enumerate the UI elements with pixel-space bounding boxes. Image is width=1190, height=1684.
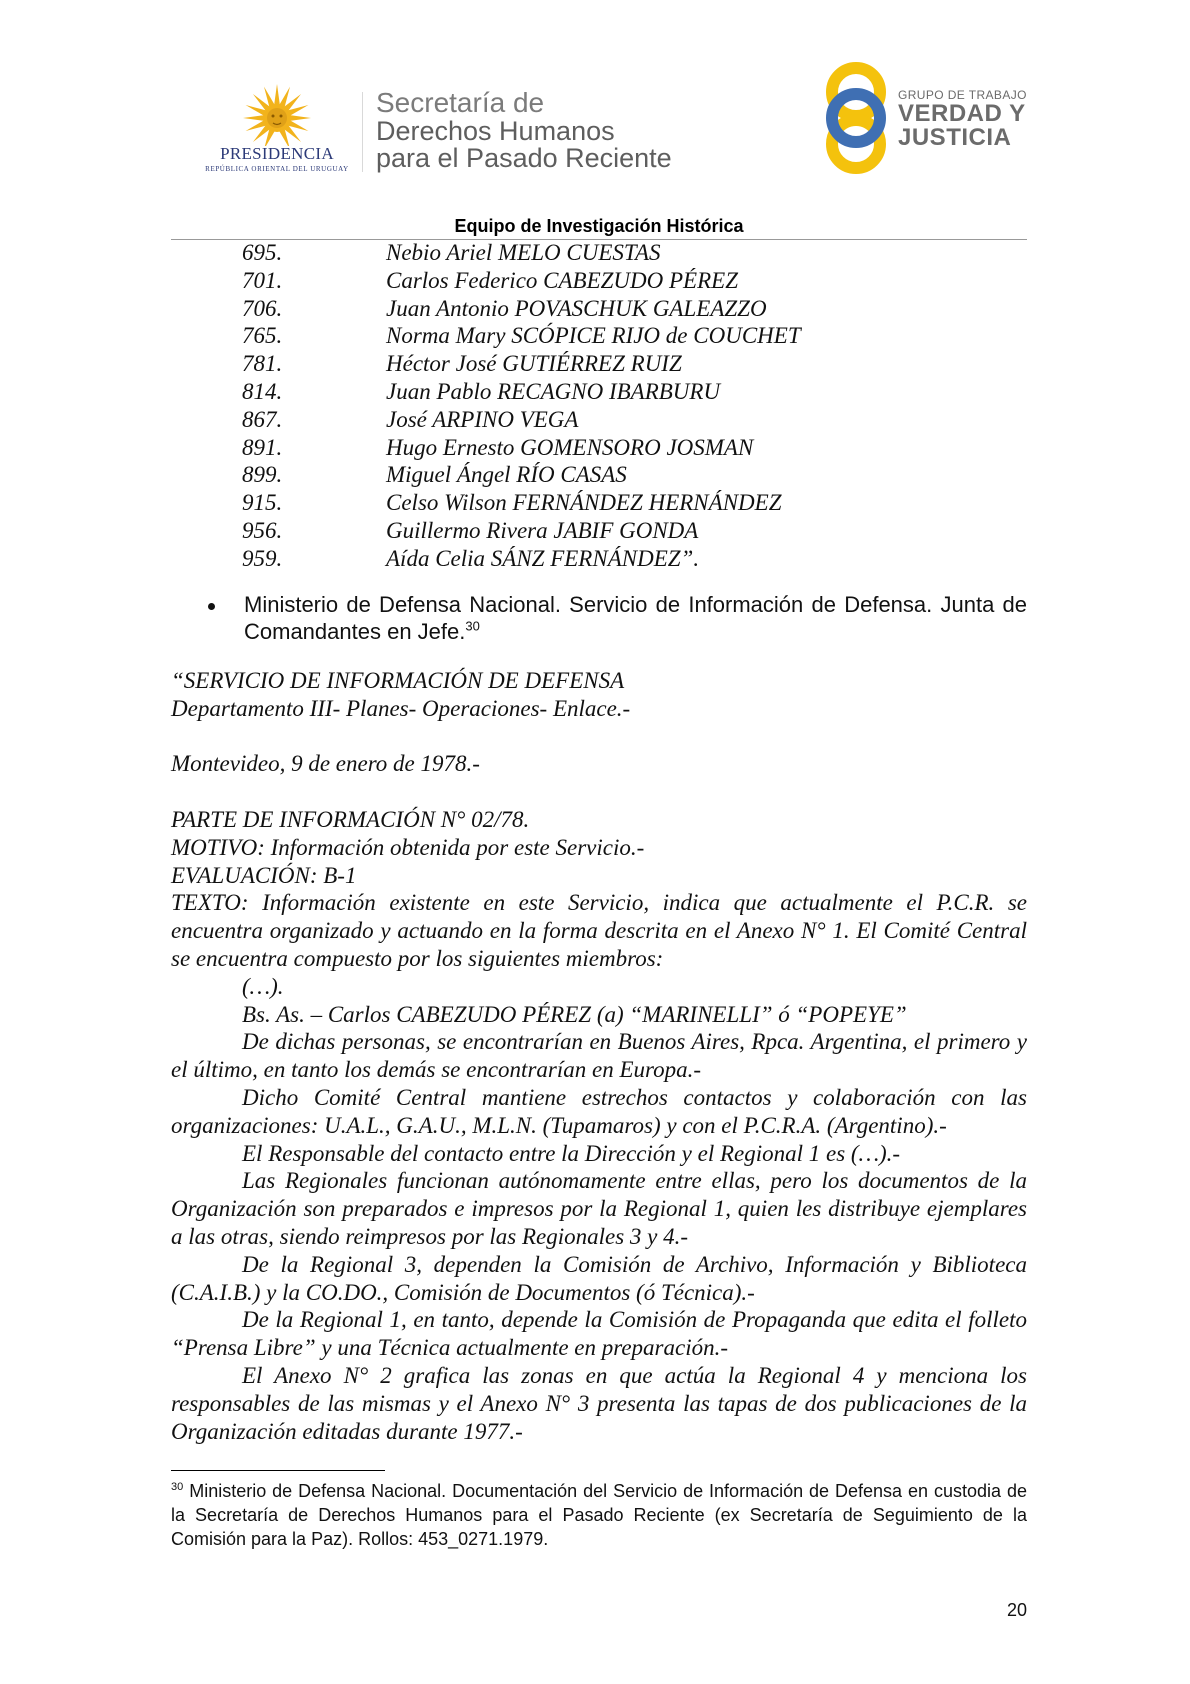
list-item-name: Héctor José GUTIÉRREZ RUIZ bbox=[386, 351, 682, 377]
team-title: Equipo de Investigación Histórica bbox=[454, 216, 744, 236]
verdad-justicia-text bbox=[898, 88, 1027, 150]
bullet-text: Ministerio de Defensa Nacional. Servicio de Información de Defensa. Junta de Comandantes en Jefe. bbox=[244, 592, 1027, 644]
footnote-text: Ministerio de Defensa Nacional. Documentación del Servicio de Información de Defensa en custodia de la Secretaría de Derechos Humanos para el Pasado Reciente (ex Secretaría de Seguimiento de la Comisión para la Paz). Rollos: 453_0271.1979. bbox=[171, 1481, 1027, 1549]
parte-line: PARTE DE INFORMACIÓN N° 02/78. bbox=[171, 806, 530, 832]
grupo-label: GRUPO DE TRABAJO bbox=[898, 88, 1027, 102]
motivo-line: MOTIVO: Información obtenida por este Servicio.- bbox=[171, 834, 645, 860]
list-item-number: 899. bbox=[242, 462, 283, 488]
presidencia-logo bbox=[196, 82, 358, 174]
list-item-number: 701. bbox=[242, 267, 283, 293]
list-item-name: Miguel Ángel RÍO CASAS bbox=[386, 462, 627, 488]
presidencia-label: PRESIDENCIA bbox=[220, 144, 334, 163]
list-item-name: Guillermo Rivera JABIF GONDA bbox=[386, 517, 699, 543]
list-item-number: 695. bbox=[242, 240, 283, 265]
page-number: 20 bbox=[1006, 1600, 1027, 1620]
list-item-number: 959. bbox=[242, 545, 283, 571]
paragraph: El Anexo N° 2 grafica las zonas en que actúa la Regional 4 y menciona los responsables de las mismas y el Anexo N° 3 presenta las tapas de dos publicaciones de la Organización editadas durante 1977.- bbox=[171, 1362, 1027, 1444]
list-item-number: 765. bbox=[242, 323, 283, 349]
list-item-number: 891. bbox=[242, 434, 283, 460]
list-item-name: Nebio Ariel MELO CUESTAS bbox=[386, 240, 661, 265]
secretaria-line-3: para el Pasado Reciente bbox=[376, 143, 672, 173]
paragraph: El Responsable del contacto entre la Dirección y el Regional 1 es (…).- bbox=[242, 1140, 901, 1166]
list-item-number: 814. bbox=[242, 378, 283, 404]
list-item-number: 915. bbox=[242, 490, 283, 516]
presidencia-subtitle: REPÚBLICA ORIENTAL DEL URUGUAY bbox=[205, 165, 349, 173]
secretaria-line-1: Secretaría de bbox=[376, 87, 545, 118]
list-item-name: Juan Antonio POVASCHUK GALEAZZO bbox=[386, 295, 767, 321]
footnote-number: 30 bbox=[171, 1481, 184, 1493]
list-item-number: 956. bbox=[242, 517, 283, 543]
document-heading: “SERVICIO DE INFORMACIÓN DE DEFENSA bbox=[171, 668, 625, 693]
footnote bbox=[171, 1479, 1027, 1551]
list-item-name: Hugo Ernesto GOMENSORO JOSMAN bbox=[386, 434, 754, 460]
bullet-source bbox=[244, 591, 1027, 645]
paragraph: De dichas personas, se encontrarían en Buenos Aires, Rpca. Argentina, el primero y el último, en tanto los demás se encontrarían en Europa.- bbox=[171, 1029, 1027, 1083]
list-item-number: 781. bbox=[242, 351, 283, 377]
secretaria-title bbox=[376, 88, 672, 172]
document-body bbox=[171, 667, 1027, 1445]
texto-paragraph: TEXTO: Información existente en este Servicio, indica que actualmente el P.C.R. se encuentra organizado y actuando en la forma descrita en el Anexo N° 1. El Comité Central se encuentra compuesto por los siguientes miembros: bbox=[171, 890, 1027, 971]
paragraph: De la Regional 1, en tanto, depende la Comisión de Propaganda que edita el folleto “Prensa Libre” y una Técnica actualmente en preparación.- bbox=[171, 1307, 1027, 1361]
evaluacion-line: EVALUACIÓN: B-1 bbox=[171, 862, 357, 888]
list-item-name: Celso Wilson FERNÁNDEZ HERNÁNDEZ bbox=[386, 490, 782, 516]
bullet-icon bbox=[208, 603, 215, 610]
verdad-label: VERDAD Y bbox=[898, 100, 1026, 127]
department-line: Departamento III- Planes- Operaciones- Enlace.- bbox=[171, 695, 631, 721]
list-item-number: 706. bbox=[242, 295, 283, 321]
footnote-reference[interactable]: 30 bbox=[465, 618, 480, 634]
footnote-rule bbox=[171, 1470, 385, 1471]
list-item-name: Aída Celia SÁNZ FERNÁNDEZ”. bbox=[386, 545, 700, 571]
paragraph: De la Regional 3, dependen la Comisión de Archivo, Información y Biblioteca (C.A.I.B.) y la CO.DO., Comisión de Documentos (ó Técnica).- bbox=[171, 1251, 1027, 1305]
header-divider bbox=[362, 92, 363, 172]
list-item-name: Juan Pablo RECAGNO IBARBURU bbox=[386, 378, 721, 404]
justicia-label: JUSTICIA bbox=[898, 124, 1012, 151]
sun-icon bbox=[196, 82, 358, 146]
paragraph: Dicho Comité Central mantiene estrechos contactos y colaboración con las organizaciones: U.A.L., G.A.U., M.L.N. (Tupamaros) y con el P.C.R.A. (Argentino).- bbox=[171, 1084, 1027, 1138]
paragraph: Las Regionales funcionan autónomamente entre ellas, pero los documentos de la Organización son preparados e impresos por la Regional 1, quien les distribuye ejemplares a las otras, siendo reimpresos por las Regionales 3 y 4.- bbox=[171, 1168, 1027, 1249]
date-line: Montevideo, 9 de enero de 1978.- bbox=[171, 751, 480, 777]
list-item-name: Norma Mary SCÓPICE RIJO de COUCHET bbox=[386, 323, 801, 349]
secretaria-line-2: Derechos Humanos bbox=[376, 116, 615, 146]
list-item-number: 867. bbox=[242, 406, 283, 432]
ellipsis-line: (…). bbox=[242, 973, 284, 999]
bsas-line: Bs. As. – Carlos CABEZUDO PÉREZ (a) “MARINELLI” ó “POPEYE” bbox=[242, 1001, 907, 1027]
list-item-name: Carlos Federico CABEZUDO PÉREZ bbox=[386, 267, 738, 293]
list-item-name: José ARPINO VEGA bbox=[386, 406, 579, 432]
